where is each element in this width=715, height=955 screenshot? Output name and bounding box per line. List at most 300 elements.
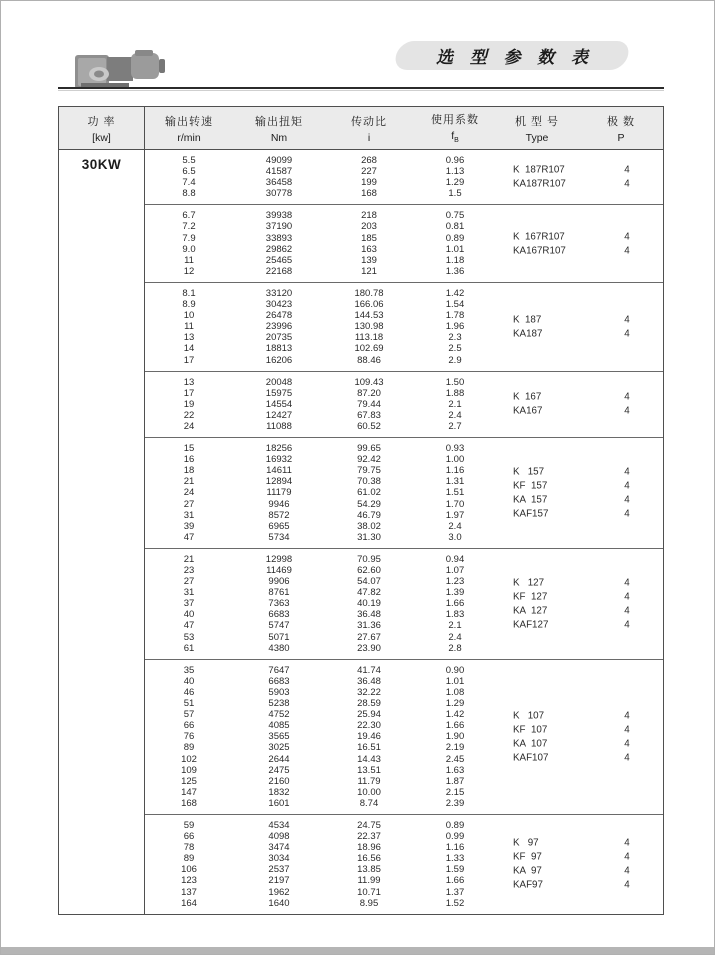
ratio-cell: 121 [361, 265, 377, 277]
factor-cell: 2.1 [448, 398, 462, 410]
torque-cell: 5734 [268, 531, 290, 543]
ratio-cell: 54.29 [357, 498, 381, 510]
torque-cell: 25465 [265, 254, 293, 266]
factor-cell: 1.13 [445, 166, 465, 178]
torque-cell: 2537 [268, 864, 290, 876]
factor-cell: 0.89 [445, 232, 465, 244]
poles-cell: 4 [624, 577, 630, 589]
ratio-cell: 11.79 [357, 775, 381, 787]
poles-cell: 4 [624, 178, 630, 190]
type-cell: K 187 [513, 314, 542, 326]
torque-cell: 23996 [265, 321, 293, 333]
factor-cell: 1.66 [445, 875, 465, 887]
torque-cell: 5747 [268, 620, 290, 632]
type-row [513, 619, 645, 630]
torque-cell: 37190 [265, 221, 293, 233]
factor-cell: 1.08 [445, 686, 465, 698]
ratio-cell: 24.75 [357, 819, 381, 831]
factor-cell: 2.19 [445, 742, 465, 754]
ratio-cell: 92.42 [357, 454, 381, 466]
torque-cell: 2475 [268, 764, 290, 776]
speed-cell: 168 [181, 797, 197, 809]
speed-cell: 59 [183, 819, 195, 831]
speed-cell: 24 [183, 420, 195, 432]
type-row [513, 231, 645, 242]
torque-cell: 14554 [265, 398, 293, 410]
ratio-cell: 46.79 [357, 509, 381, 521]
factor-cell: 3.0 [448, 531, 462, 543]
ratio-cell: 22.37 [357, 831, 381, 843]
factor-cell: 1.54 [445, 299, 465, 311]
speed-cell: 57 [183, 709, 195, 721]
factor-cell: 2.9 [448, 354, 462, 366]
ratio-cell: 144.53 [354, 310, 384, 322]
table-row [145, 820, 663, 831]
table-row [145, 565, 663, 576]
ratio-cell: 227 [361, 166, 377, 178]
table-row [145, 554, 663, 565]
factor-cell: 1.18 [445, 254, 465, 266]
speed-cell: 7.4 [182, 177, 196, 189]
torque-cell: 2644 [268, 753, 290, 765]
type-cell: K 167R107 [513, 231, 565, 243]
ratio-cell: 41.74 [357, 664, 381, 676]
factor-cell: 2.4 [448, 520, 462, 532]
torque-cell: 1601 [268, 797, 290, 809]
speed-cell: 40 [183, 609, 195, 621]
table-row [145, 421, 663, 432]
table-row [145, 443, 663, 454]
speed-cell: 21 [183, 553, 195, 565]
poles-cell: 4 [624, 837, 630, 849]
speed-cell: 19 [183, 398, 195, 410]
type-cell: KA 107 [513, 738, 548, 750]
speed-cell: 24 [183, 487, 195, 499]
poles-cell: 4 [624, 480, 630, 492]
factor-cell: 1.37 [445, 886, 465, 898]
table-row [145, 676, 663, 687]
torque-cell: 4085 [268, 720, 290, 732]
speed-cell: 7.2 [182, 221, 196, 233]
table-row [145, 798, 663, 809]
table-row [145, 765, 663, 776]
ratio-cell: 199 [361, 177, 377, 189]
torque-cell: 9906 [268, 576, 290, 588]
type-cell: K 107 [513, 710, 545, 722]
factor-cell: 1.83 [445, 609, 465, 621]
poles-cell: 4 [624, 314, 630, 326]
speed-cell: 106 [181, 864, 197, 876]
group-types [513, 392, 645, 417]
table-row [145, 687, 663, 698]
header-output-speed: 输出转速 r/min [165, 115, 213, 144]
torque-cell: 11179 [266, 487, 292, 499]
power-column [59, 150, 145, 914]
poles-cell: 4 [624, 879, 630, 891]
speed-cell: 123 [181, 875, 197, 887]
speed-cell: 8.1 [182, 287, 196, 299]
speed-cell: 21 [183, 476, 195, 488]
factor-cell: 1.29 [445, 177, 465, 189]
torque-cell: 1640 [268, 897, 290, 909]
header-power: 功 率 [kw] [59, 107, 145, 149]
speed-cell: 5.5 [182, 155, 196, 166]
factor-cell: 1.97 [445, 509, 465, 521]
speed-cell: 40 [183, 675, 195, 687]
group-types [513, 838, 645, 891]
torque-cell: 29862 [265, 243, 293, 255]
type-row [513, 724, 645, 735]
type-row [513, 165, 645, 176]
speed-cell: 66 [183, 720, 195, 732]
factor-cell: 2.7 [448, 420, 462, 432]
ratio-cell: 19.46 [357, 731, 381, 743]
torque-cell: 6965 [268, 520, 290, 532]
factor-cell: 1.90 [445, 731, 465, 743]
torque-cell: 12427 [265, 409, 293, 421]
type-cell: KAF97 [513, 879, 543, 891]
torque-cell: 33893 [265, 232, 293, 244]
type-row [513, 179, 645, 190]
torque-cell: 22168 [265, 265, 293, 277]
ratio-cell: 31.30 [357, 531, 381, 543]
table-row [145, 776, 663, 787]
factor-cell: 1.52 [445, 897, 465, 909]
ratio-cell: 102.69 [354, 343, 384, 355]
ratio-cell: 31.36 [357, 620, 381, 632]
type-row [513, 852, 645, 863]
factor-cell: 2.4 [448, 409, 462, 421]
type-cell: KF 97 [513, 851, 542, 863]
factor-cell: 0.75 [445, 210, 465, 222]
factor-cell: 2.15 [445, 786, 465, 798]
torque-cell: 5903 [268, 686, 290, 698]
type-cell: K 187R107 [513, 164, 565, 176]
type-cell: KA187R107 [513, 178, 566, 190]
type-row [513, 880, 645, 891]
type-cell: K 127 [513, 577, 545, 589]
speed-cell: 15 [183, 443, 195, 455]
torque-cell: 1832 [268, 786, 290, 798]
torque-cell: 41587 [265, 166, 293, 178]
torque-cell: 6683 [268, 675, 290, 687]
type-row [513, 314, 645, 325]
speed-cell: 61 [183, 642, 195, 654]
speed-cell: 13 [183, 376, 195, 388]
group-types [513, 710, 645, 763]
speed-cell: 39 [183, 520, 195, 532]
ratio-cell: 163 [361, 243, 377, 255]
factor-cell: 2.5 [448, 343, 462, 355]
table-row [145, 665, 663, 676]
table-row [145, 299, 663, 310]
group-types [513, 314, 645, 339]
ratio-cell: 166.06 [354, 299, 384, 311]
ratio-cell: 79.44 [357, 398, 381, 410]
table-row [145, 255, 663, 266]
torque-cell: 18256 [265, 443, 293, 455]
header-poles: 极 数 P [606, 115, 636, 144]
speed-cell: 17 [183, 354, 195, 366]
ratio-cell: 79.75 [357, 465, 381, 477]
header-rule [58, 87, 664, 89]
type-row [513, 752, 645, 763]
torque-cell: 14611 [266, 465, 292, 477]
ratio-cell: 25.94 [357, 709, 381, 721]
ratio-cell: 16.51 [357, 742, 381, 754]
factor-cell: 1.5 [448, 188, 462, 200]
ratio-group [145, 814, 663, 914]
factor-cell: 1.66 [445, 720, 465, 732]
table-row [145, 643, 663, 654]
ratio-cell: 10.71 [357, 886, 381, 898]
factor-cell: 0.90 [445, 664, 465, 676]
type-cell: KA167 [513, 405, 543, 417]
torque-cell: 49099 [265, 155, 293, 166]
table-row [145, 188, 663, 199]
ratio-cell: 13.85 [357, 864, 381, 876]
type-cell: KA 127 [513, 605, 548, 617]
type-row [513, 710, 645, 721]
speed-cell: 22 [183, 409, 195, 421]
torque-cell: 18813 [265, 343, 293, 355]
factor-cell: 1.33 [445, 853, 465, 865]
torque-cell: 7647 [268, 664, 290, 676]
speed-cell: 8.9 [182, 299, 196, 311]
speed-cell: 16 [183, 454, 195, 466]
ratio-group [145, 371, 663, 437]
factor-cell: 0.96 [445, 155, 465, 166]
speed-cell: 23 [183, 565, 195, 576]
speed-cell: 6.5 [182, 166, 196, 178]
ratio-cell: 40.19 [357, 598, 381, 610]
speed-cell: 12 [183, 265, 195, 277]
poles-cell: 4 [624, 164, 630, 176]
header-output-torque: 输出扭矩 Nm [255, 115, 303, 144]
factor-cell: 1.36 [445, 265, 465, 277]
ratio-cell: 38.02 [357, 520, 381, 532]
type-cell: K 97 [513, 837, 539, 849]
torque-cell: 16932 [265, 454, 293, 466]
factor-cell: 1.16 [445, 465, 465, 477]
speed-cell: 147 [181, 786, 197, 798]
type-row [513, 245, 645, 256]
ratio-cell: 36.48 [357, 609, 381, 621]
ratio-cell: 32.22 [357, 686, 381, 698]
factor-cell: 1.31 [445, 476, 465, 488]
factor-cell: 1.70 [445, 498, 465, 510]
torque-cell: 5071 [268, 631, 290, 643]
type-cell: KA 157 [513, 494, 548, 506]
table-row [145, 377, 663, 388]
torque-cell: 20048 [265, 376, 293, 388]
torque-cell: 39938 [265, 210, 293, 222]
type-cell: KAF157 [513, 508, 549, 520]
factor-cell: 2.4 [448, 631, 462, 643]
poles-cell: 4 [624, 619, 630, 631]
ratio-cell: 8.95 [359, 897, 379, 909]
ratio-cell: 180.78 [354, 287, 384, 299]
ratio-cell: 13.51 [357, 764, 381, 776]
speed-cell: 89 [183, 853, 195, 865]
type-row [513, 605, 645, 616]
type-row [513, 508, 645, 519]
speed-cell: 14 [183, 343, 195, 355]
ratio-cell: 54.07 [357, 576, 381, 588]
factor-cell: 0.81 [445, 221, 465, 233]
type-cell: K 157 [513, 466, 545, 478]
speed-cell: 10 [183, 310, 195, 322]
header-rule-shadow [58, 90, 664, 91]
type-cell: KA 97 [513, 865, 542, 877]
torque-cell: 9946 [268, 498, 290, 510]
poles-cell: 4 [624, 724, 630, 736]
table-row [145, 698, 663, 709]
torque-cell: 4098 [268, 831, 290, 843]
data-column [145, 150, 663, 914]
torque-cell: 7363 [268, 598, 290, 610]
ratio-cell: 113.18 [354, 332, 384, 344]
speed-cell: 47 [183, 531, 195, 543]
poles-cell: 4 [624, 508, 630, 520]
factor-cell: 0.94 [445, 553, 465, 565]
torque-cell: 4752 [268, 709, 290, 721]
ratio-group [145, 437, 663, 548]
speed-cell: 27 [183, 498, 195, 510]
ratio-group [145, 282, 663, 371]
speed-cell: 47 [183, 620, 195, 632]
ratio-cell: 268 [361, 155, 377, 166]
torque-cell: 16206 [265, 354, 293, 366]
table-body [59, 150, 663, 914]
ratio-cell: 99.65 [357, 443, 381, 455]
table-row [145, 898, 663, 909]
ratio-cell: 36.48 [357, 675, 381, 687]
factor-cell: 1.50 [445, 376, 465, 388]
factor-cell: 1.63 [445, 764, 465, 776]
factor-cell: 1.59 [445, 864, 465, 876]
speed-cell: 66 [183, 831, 195, 843]
table-row [145, 521, 663, 532]
torque-cell: 4534 [268, 819, 290, 831]
type-row [513, 577, 645, 588]
type-row [513, 392, 645, 403]
ratio-cell: 88.46 [357, 354, 381, 366]
factor-cell: 1.66 [445, 598, 465, 610]
poles-cell: 4 [624, 494, 630, 506]
speed-cell: 31 [183, 587, 195, 599]
torque-cell: 1962 [268, 886, 290, 898]
poles-cell: 4 [624, 328, 630, 340]
poles-cell: 4 [624, 851, 630, 863]
factor-cell: 1.01 [445, 243, 465, 255]
torque-cell: 3565 [268, 731, 290, 743]
ratio-cell: 218 [361, 210, 377, 222]
table-row [145, 632, 663, 643]
factor-cell: 1.96 [445, 321, 465, 333]
group-types [513, 231, 645, 256]
type-row [513, 866, 645, 877]
table-row [145, 288, 663, 299]
torque-cell: 20735 [265, 332, 293, 344]
factor-cell: 2.1 [448, 620, 462, 632]
poles-cell: 4 [624, 605, 630, 617]
torque-cell: 36458 [265, 177, 293, 189]
ratio-cell: 60.52 [357, 420, 381, 432]
poles-cell: 4 [624, 231, 630, 243]
ratio-cell: 70.38 [357, 476, 381, 488]
speed-cell: 17 [183, 387, 195, 399]
type-cell: KAF127 [513, 619, 549, 631]
speed-cell: 109 [181, 764, 197, 776]
speed-cell: 164 [181, 897, 197, 909]
ratio-group [145, 548, 663, 659]
group-types [513, 577, 645, 630]
torque-cell: 30423 [265, 299, 293, 311]
speed-cell: 53 [183, 631, 195, 643]
factor-cell: 1.29 [445, 698, 465, 710]
factor-cell: 1.87 [445, 775, 465, 787]
torque-cell: 8761 [268, 587, 290, 599]
torque-cell: 3474 [268, 842, 290, 854]
ratio-cell: 67.83 [357, 409, 381, 421]
type-cell: KA167R107 [513, 245, 566, 257]
group-types [513, 466, 645, 519]
type-cell: KF 107 [513, 724, 548, 736]
speed-cell: 13 [183, 332, 195, 344]
speed-cell: 137 [181, 886, 197, 898]
ratio-cell: 87.20 [357, 387, 381, 399]
speed-cell: 8.8 [182, 188, 196, 200]
factor-cell: 0.89 [445, 819, 465, 831]
factor-cell: 2.45 [445, 753, 465, 765]
poles-cell: 4 [624, 391, 630, 403]
page-title: 选 型 参 数 表 [436, 48, 594, 67]
page-footer-bar [1, 947, 714, 954]
factor-cell: 1.51 [445, 487, 465, 499]
ratio-cell: 27.67 [357, 631, 381, 643]
speed-cell: 51 [183, 698, 195, 710]
type-cell: KF 157 [513, 480, 548, 492]
factor-cell: 1.23 [445, 576, 465, 588]
type-cell: KA187 [513, 328, 543, 340]
ratio-cell: 16.56 [357, 853, 381, 865]
header-ratio: 传动比 i [351, 115, 387, 144]
factor-cell: 0.93 [445, 443, 465, 455]
torque-cell: 15975 [265, 387, 293, 399]
table-row [145, 355, 663, 366]
speed-cell: 35 [183, 664, 195, 676]
torque-cell: 12998 [265, 553, 293, 565]
ratio-cell: 109.43 [354, 376, 384, 388]
torque-cell: 11469 [266, 565, 292, 576]
header-type: 机 型 号 Type [514, 115, 560, 144]
torque-cell: 4380 [268, 642, 290, 654]
type-row [513, 494, 645, 505]
torque-cell: 6683 [268, 609, 290, 621]
torque-cell: 26478 [265, 310, 293, 322]
ratio-cell: 18.96 [357, 842, 381, 854]
ratio-cell: 28.59 [357, 698, 381, 710]
speed-cell: 76 [183, 731, 195, 743]
power-value: 30KW [81, 157, 122, 172]
table-row [145, 532, 663, 543]
speed-cell: 27 [183, 576, 195, 588]
type-row [513, 480, 645, 491]
ratio-cell: 203 [361, 221, 377, 233]
poles-cell: 4 [624, 245, 630, 257]
type-row [513, 738, 645, 749]
